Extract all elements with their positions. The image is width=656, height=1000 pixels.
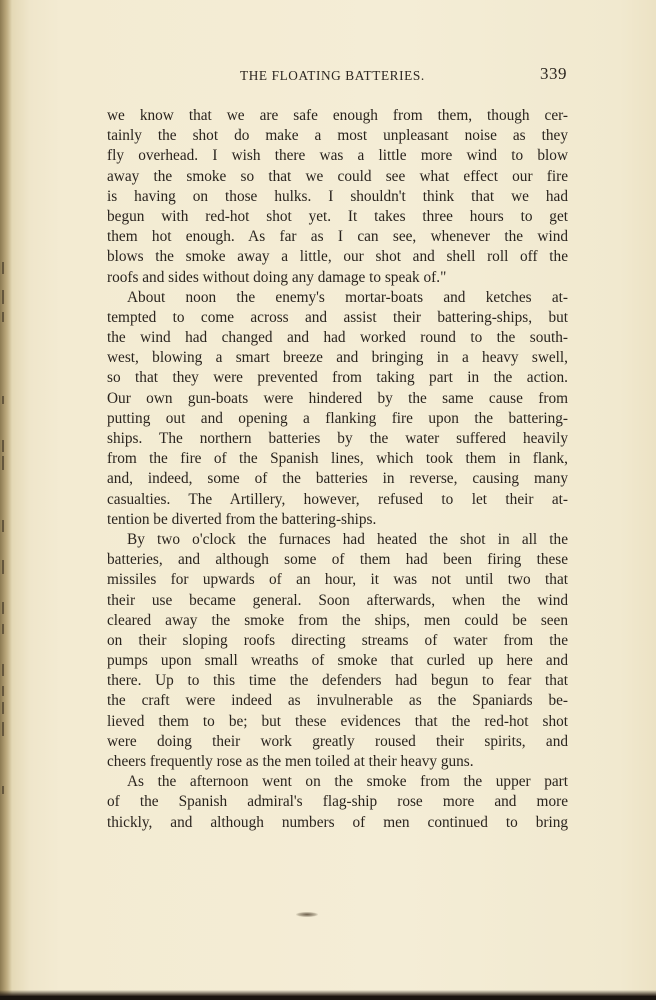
margin-mark <box>2 786 4 794</box>
margin-mark <box>2 440 4 452</box>
margin-mark <box>2 290 4 304</box>
text-line: putting out and opening a flanking fire upon the battering- <box>107 409 568 427</box>
margin-mark <box>2 312 4 322</box>
margin-mark <box>2 624 4 634</box>
text-line: we know that we are safe enough from them, though cer- <box>107 107 568 124</box>
margin-mark <box>2 262 4 274</box>
text-line: is having on those hulks. I shouldn't think that we had <box>107 187 568 205</box>
text-line: batteries, and although some of them had been firing these <box>107 551 568 569</box>
text-line: roofs and sides without doing any damage to speak of." <box>107 268 447 286</box>
text-line: the craft were indeed as invulnerable as the Spaniards be- <box>107 692 568 710</box>
text-line: casualties. The Artillery, however, refused to let their at- <box>107 490 568 508</box>
text-line: lieved them to be; but these evidences that the red-hot shot <box>107 712 568 730</box>
margin-mark <box>2 456 4 470</box>
text-line: on their sloping roofs directing streams of water from the <box>107 631 568 649</box>
text-line: so that they were prevented from taking part in the action. <box>107 369 568 387</box>
text-line: As the afternoon went on the smoke from the upper part <box>127 773 568 791</box>
margin-mark <box>2 520 4 532</box>
text-line: Our own gun-boats were hindered by the same cause from <box>107 389 568 407</box>
running-title: THE FLOATING BATTERIES. <box>240 68 425 83</box>
page-header <box>107 64 567 88</box>
margin-mark <box>2 664 4 676</box>
text-line: them hot enough. As far as I can see, whenever the wind <box>107 228 568 246</box>
text-line: About noon the enemy's mortar-boats and ketches at- <box>127 288 568 306</box>
text-line: tention be diverted from the battering-ships. <box>107 510 377 528</box>
text-line: cheers frequently rose as the men toiled at their heavy guns. <box>107 753 474 770</box>
text-line: cleared away the smoke from the ships, men could be seen <box>107 611 568 629</box>
body-text <box>107 106 568 833</box>
text-line: and, indeed, some of the batteries in reverse, causing many <box>107 470 568 488</box>
margin-mark <box>2 560 4 574</box>
margin-mark <box>2 702 4 714</box>
text-line: there. Up to this time the defenders had begun to fear that <box>107 672 568 690</box>
text-line: their use became general. Soon afterwards, when the wind <box>107 591 568 609</box>
text-line: ships. The northern batteries by the water suffered heavily <box>107 430 568 447</box>
ink-smudge-ornament <box>296 912 318 917</box>
text-line: tempted to come across and assist their battering-ships, but <box>107 308 568 326</box>
text-line: By two o'clock the furnaces had heated the shot in all the <box>127 530 568 548</box>
margin-mark <box>2 602 4 614</box>
text-line: of the Spanish admiral's flag-ship rose more and more <box>107 793 568 811</box>
text-line: away the smoke so that we could see what effect our fire <box>107 167 568 185</box>
text-line: pumps upon small wreaths of smoke that curled up here and <box>107 652 568 670</box>
text-line: begun with red-hot shot yet. It takes three hours to get <box>107 207 568 225</box>
text-line: west, blowing a smart breeze and bringing in a heavy swell, <box>107 349 568 367</box>
bleed-through-marks <box>2 0 12 996</box>
text-line: thickly, and although numbers of men continued to bring <box>107 813 568 831</box>
page-number: 339 <box>540 64 567 83</box>
text-line: from the fire of the Spanish lines, which took them in flank, <box>107 450 568 468</box>
page-bottom-edge <box>0 990 656 996</box>
text-line: fly overhead. I wish there was a little more wind to blow <box>107 147 568 165</box>
text-line: tainly the shot do make a most unpleasant noise as they <box>107 127 568 145</box>
margin-mark <box>2 686 4 696</box>
text-line: blows the smoke away a little, our shot and shell roll off the <box>107 248 568 266</box>
text-line: were doing their work greatly roused their spirits, and <box>107 732 568 750</box>
text-line: the wind had changed and had worked round to the south- <box>107 329 568 347</box>
margin-mark <box>2 396 4 404</box>
text-line: missiles for upwards of an hour, it was not until two that <box>107 571 568 589</box>
margin-mark <box>2 722 4 736</box>
